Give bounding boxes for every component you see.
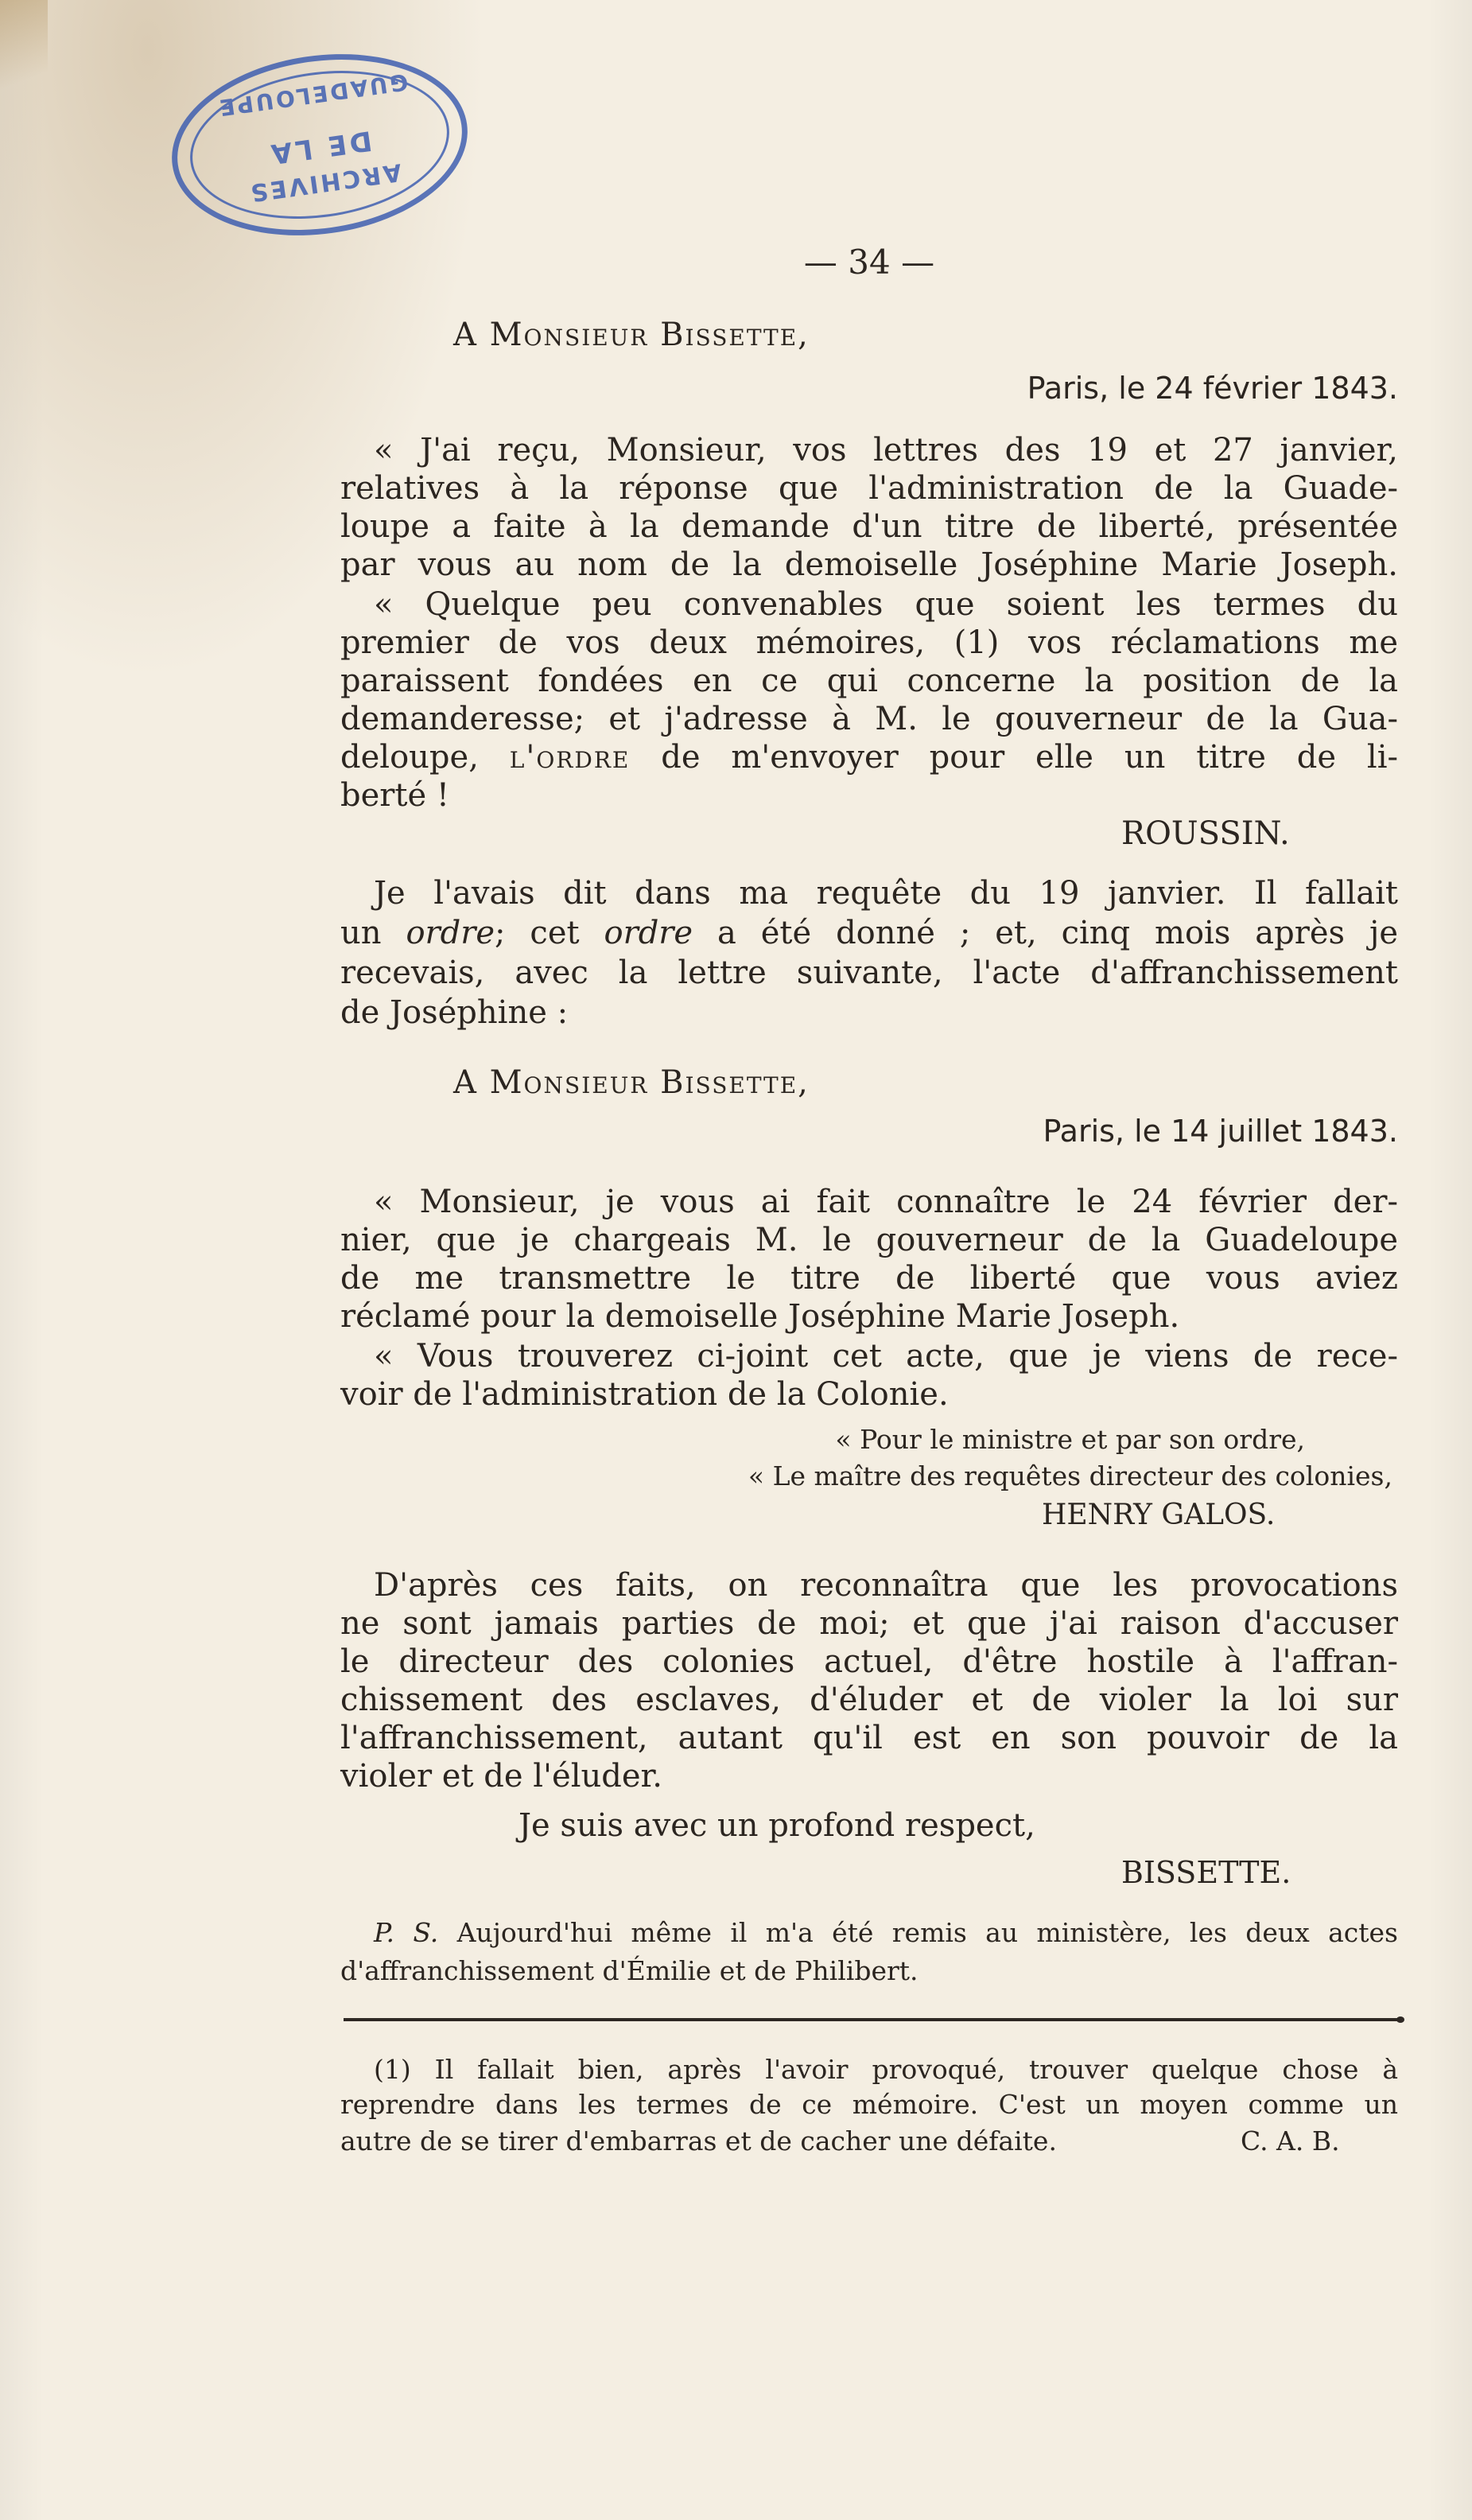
archive-stamp: [160, 36, 480, 254]
middle-line-2-a: un: [340, 915, 382, 951]
middle-line-2: [340, 915, 1398, 951]
conclusion-line-5: l'affranchissement, autant qu'il est en son pouvoir de la: [340, 1720, 1398, 1756]
conclusion-line-2: ne sont jamais parties de moi; et que j'ai raison d'accuser: [340, 1605, 1398, 1642]
letter1-line-3: loupe a faite à la demande d'un titre de liberté, présentée: [340, 508, 1398, 545]
letter2-signature: HENRY GALOS.: [1042, 1499, 1276, 1531]
middle-ordre-2: ordre: [604, 915, 693, 951]
letter1-line-4: par vous au nom de la demoiselle Joséphine Marie Joseph.: [340, 546, 1398, 583]
conclusion-respect: Je suis avec un profond respect,: [519, 1807, 1035, 1844]
letter1-line-10: berté !: [340, 777, 449, 814]
postscript-line-1: [374, 1917, 1398, 1948]
conclusion-signature: BISSETTE.: [1121, 1855, 1291, 1890]
letter1-line-6: premier de vos deux mémoires, (1) vos réclamations me: [340, 624, 1398, 661]
letter1-addressee: A Monsieur Bissette,: [453, 317, 810, 353]
postscript-text-1: Aujourd'hui même il m'a été remis au ministère, les deux actes: [456, 1917, 1398, 1948]
paper-fold: [0, 0, 48, 111]
letter1-line-7: paraissent fondées en ce qui concerne la position de la: [340, 663, 1398, 699]
letter2-line-5: « Vous trouverez ci-joint cet acte, que je viens de rece-: [374, 1338, 1398, 1375]
footnote-line-3: autre de se tirer d'embarras et de cacher une défaite.: [340, 2125, 1057, 2156]
letter1-line-5: « Quelque peu convenables que soient les termes du: [374, 586, 1398, 623]
letter2-line-4: réclamé pour la demoiselle Joséphine Marie Joseph.: [340, 1298, 1180, 1335]
letter1-line-2: relatives à la réponse que l'administration de la Guade-: [340, 470, 1398, 507]
letter1-dateline: Paris, le 24 février 1843.: [1027, 371, 1398, 406]
letter2-line-6: voir de l'administration de la Colonie.: [340, 1376, 949, 1413]
letter1-line-8: demanderesse; et j'adresse à M. le gouverneur de la Gua-: [340, 701, 1398, 737]
letter1-line-9-start: deloupe,: [340, 739, 479, 776]
letter2-line-1: « Monsieur, je vous ai fait connaître le 24 février der-: [374, 1184, 1398, 1220]
letter2-closing-2: « Le maître des requêtes directeur des colonies,: [748, 1460, 1392, 1491]
middle-line-4: de Joséphine :: [340, 994, 569, 1031]
conclusion-line-1: D'après ces faits, on reconnaîtra que les provocations: [374, 1567, 1398, 1604]
middle-line-3: recevais, avec la lettre suivante, l'acte d'affranchissement: [340, 955, 1398, 991]
letter1-ordre-word: l'ordre: [509, 739, 631, 776]
postscript-label: P. S.: [374, 1917, 439, 1948]
letter1-line-9: [340, 739, 1398, 776]
letter2-closing-1: « Pour le ministre et par son ordre,: [835, 1424, 1305, 1455]
footnote-initials: C. A. B.: [1241, 2125, 1340, 2156]
footnote-line-1: (1) Il fallait bien, après l'avoir provoqué, trouver quelque chose à: [374, 2054, 1398, 2085]
letter1-line-9-end: de m'envoyer pour elle un titre de li-: [661, 739, 1399, 776]
conclusion-line-3: le directeur des colonies actuel, d'être hostile à l'affran-: [340, 1643, 1398, 1680]
conclusion-line-4: chissement des esclaves, d'éluder et de violer la loi sur: [340, 1682, 1398, 1718]
letter2-line-3: de me transmettre le titre de liberté que vous aviez: [340, 1260, 1398, 1297]
letter1-signature: ROUSSIN.: [1121, 815, 1290, 852]
stamp-text-top: ARCHIVES: [247, 158, 404, 207]
middle-line-2-c: a été donné ; et, cinq mois après je: [717, 915, 1399, 951]
footnote-rule: [344, 2018, 1400, 2021]
page-number: — 34 —: [803, 243, 935, 282]
letter2-line-2: nier, que je chargeais M. le gouverneur de la Guadeloupe: [340, 1222, 1398, 1258]
letter2-dateline: Paris, le 14 juillet 1843.: [1043, 1114, 1398, 1149]
postscript-line-2: d'affranchissement d'Émilie et de Philibert.: [340, 1955, 919, 1986]
footnote-line-2: reprendre dans les termes de ce mémoire. C'est un moyen comme un: [340, 2089, 1398, 2120]
middle-line-1: Je l'avais dit dans ma requête du 19 janvier. Il fallait: [374, 875, 1398, 912]
stamp-text-bottom: GUADELOUPE: [216, 68, 410, 122]
middle-line-2-b: ; cet: [495, 915, 580, 951]
letter2-addressee: A Monsieur Bissette,: [453, 1064, 810, 1101]
letter1-line-1: « J'ai reçu, Monsieur, vos lettres des 19 et 27 janvier,: [374, 432, 1398, 469]
stamp-text-middle: DE LA: [266, 124, 375, 170]
conclusion-line-6: violer et de l'éluder.: [340, 1758, 662, 1795]
middle-ordre-1: ordre: [406, 915, 495, 951]
